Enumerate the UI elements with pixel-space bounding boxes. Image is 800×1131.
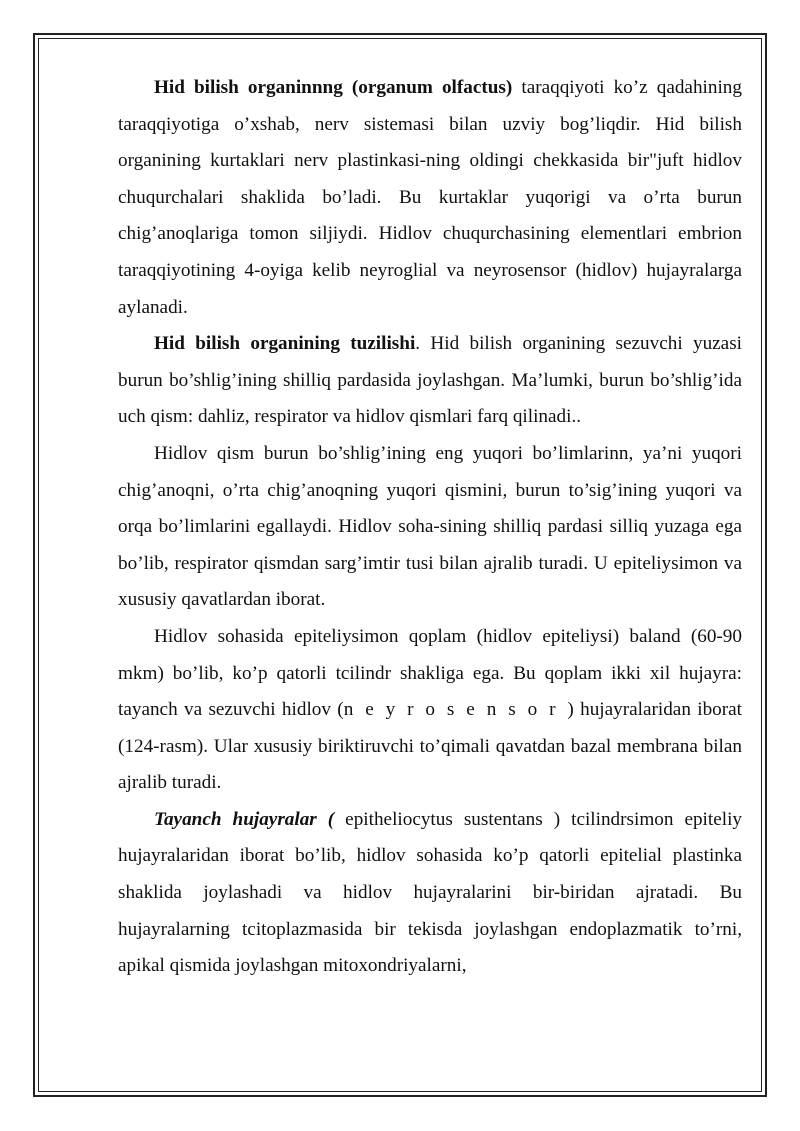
paragraph-olfactory-region [118, 436, 742, 619]
paragraph-text: taraqqiyoti ko’z qadahining taraqqiyotiga o’xshab, nerv sistemasi bilan uzviy bog’liqdir. Hid bilish organining kurtaklari nerv plastinkasi-ning oldingi chekkasida bir"juft hidlov chuqurchalari shaklida bo’ladi. Bu kurtaklar yuqorigi va o’rta burun chig’anoqlariga tomon siljiydi. Hidlov chuqurchasining elementlari embrion taraqqiyotining 4-oyiga kelib neyroglial va neyrosensor (hidlov) hujayralarga aylanadi. [118, 77, 742, 318]
paragraph-text: epitheliocytus sustentans ) tcilindrsimon epiteliy hujayralaridan iborat bo’lib, hidlov sohasida ko’p qatorli epitelial plastinka shaklida joylashadi va hidlov hujayralarini bir-biridan ajratadi. Bu hujayralarning tcitoplazmasida bir tekisda joylashgan endoplazmatik to’rni, apikal qismida joylashgan mitoxondriyalarni, [118, 808, 742, 977]
paragraph-text: Hidlov sohasida epiteliysimon qoplam (hidlov epiteliysi) baland (60-90 mkm) bo’lib, ko’p qatorli tcilindr shakliga ega. Bu qoplam ikki xil hujayra: tayanch va sezuvchi hidlov ( [118, 625, 742, 721]
paragraph-structure [118, 326, 742, 436]
paragraph-text: . Hid bilish organining sezuvchi yuzasi burun bo’shlig’ining shilliq pardasida joylashgan. Ma’lumki, burun bo’shlig’ida uch qism: dahliz, respirator va hidlov qismlari farq qilinadi.. [118, 333, 742, 428]
paragraph-heading: Hid bilish organinnng (organum olfactus) [154, 77, 513, 98]
paragraph-text: ) hujayralaridan iborat (124-rasm). Ular xususiy biriktiruvchi to’qimali qavatdan bazal membrana bilan ajralib turadi. [118, 699, 743, 794]
spaced-term: neyrosensor [343, 699, 568, 721]
paragraph-epithelium [118, 619, 742, 802]
paragraph-text: Hidlov qism burun bo’shlig’ining eng yuqori bo’limlarinn, ya’ni yuqori chig’anoqni, o’rta chig’anoqning yuqori qismini, burun to’sig’ining yuqori va orqa bo’limlarini egallaydi. Hidlov soha-sining shilliq pardasi silliq yuzaga ega bo’lib, respirator qismdan sarg’imtir tusi bilan ajralib turadi. U epiteliysimon va xususiy qavatlardan iborat. [118, 442, 742, 611]
paragraph-development [118, 70, 742, 326]
paragraph-supporting-cells [118, 802, 742, 985]
document-body [118, 70, 742, 985]
paragraph-heading: Tayanch hujayralar ( [154, 808, 335, 830]
paragraph-heading: Hid bilish organining tuzilishi [154, 333, 416, 355]
